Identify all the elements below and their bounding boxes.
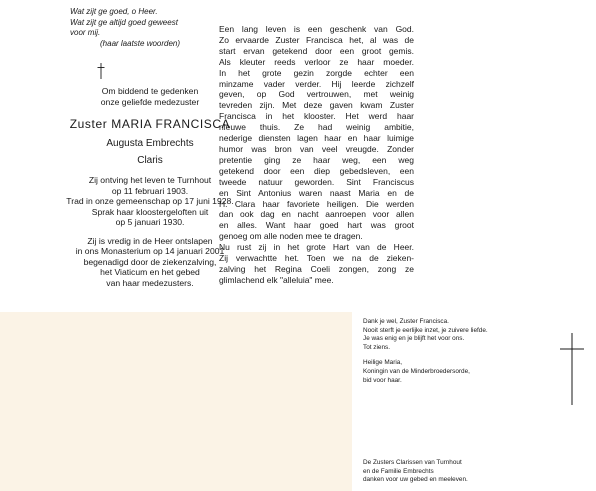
meditation-line: humor was bron van veel vreugde. Zonder	[219, 143, 414, 154]
meditation-line: H. Clara haar favoriete heiligen. Die werden	[219, 198, 414, 209]
death-line: het Viaticum en het gebed	[100, 267, 200, 277]
death-line: van haar medezusters.	[106, 277, 194, 288]
prayer-line: Tot ziens.	[363, 343, 390, 351]
meditation-line: Als kleuter reeds verloor ze haar moeder.	[219, 56, 414, 67]
meditation-line: nederige diensten lagen haar en haar luimige	[219, 133, 414, 144]
religious-order: Claris	[137, 155, 163, 166]
quote-author: (haar laatste woorden)	[100, 38, 181, 48]
death-line: begenadigd door de ziekenzalving,	[83, 256, 217, 267]
meditation-line: pretentie ging ze haar weg, een weg	[219, 154, 414, 165]
meditation-line: Zij verwachtte het. Toen we na de zieken-	[219, 253, 414, 264]
meditation-line: genoeg om alle noden mee te dragen.	[219, 231, 363, 242]
meditation-line: zalving het Regina Coeli zongen, zong ze	[219, 263, 414, 274]
death-line: in ons Monasterium op 14 januari 2001	[75, 246, 225, 256]
cross-icon	[96, 63, 106, 79]
deceased-name: Zuster MARIA FRANCISCA	[69, 117, 231, 131]
prayer-line: bid voor haar.	[363, 376, 402, 384]
meditation-line: geven, op God vertrouwen, met weinig	[219, 89, 414, 100]
prayer-line: Je was enig en je blijft het voor ons.	[363, 335, 465, 343]
prayer-line: Dank je wel, Zuster Francisca.	[363, 318, 449, 325]
meditation-line: getekend door een diep gebedsleven, een	[219, 165, 414, 176]
meditation-line: tweede natuur geworden. Sint Franciscus	[219, 176, 414, 187]
birth-name: Augusta Embrechts	[106, 138, 194, 149]
closing-line: danken voor uw gebed en meeleven.	[363, 476, 468, 484]
intro-line: onze geliefde medezuster	[100, 96, 200, 107]
meditation-line: Een lang leven is een geschenk van God.	[219, 24, 414, 34]
meditation-line: dan ook dag en nacht aanroepen voor allen	[219, 209, 414, 220]
quote-line: Wat zijt ge altijd goed geweest	[70, 17, 178, 27]
quote-line: Wat zijt ge goed, o Heer.	[70, 7, 158, 16]
meditation-line: glimlachend elk "alleluia" mee.	[219, 274, 334, 285]
meditation-line: minzame vader verder. Hij leerde zichzelf	[219, 78, 414, 89]
meditation-line: en alles. Want haar goed hart was groot	[219, 220, 414, 231]
death-line: Zij is vredig in de Heer ontslapen	[87, 235, 213, 246]
meditation-line: Nu rust zij in het grote Hart van de Heer.	[219, 242, 414, 253]
prayer-line: Nooit sterft je eerlijke inzet, je zuivere liefde.	[363, 326, 488, 334]
prayer-line: Heilige Maria,	[363, 359, 403, 367]
meditation-line: nieuwe thuis. Ze had weinig ambitie,	[219, 122, 414, 133]
cross-icon	[560, 333, 584, 405]
back-prayers	[363, 318, 543, 385]
biography-line: Trad in onze gemeenschap op 17 juni 1928.	[66, 196, 234, 206]
intro-line: Om biddend te gedenken	[101, 86, 199, 96]
closing-thanks	[363, 459, 563, 485]
meditation-line: In het grote gezin zorgde echter een	[219, 67, 414, 78]
meditation-line: Zo ervaarde Zuster Francisca het, al was de	[219, 34, 414, 45]
prayer-line: Koningin van de Minderbroedersorde,	[363, 367, 470, 375]
biography-line: Sprak haar kloostergeloften uit	[91, 206, 209, 217]
biography-line: Zij ontving het leven te Turnhout	[88, 175, 212, 185]
opening-quote	[70, 7, 240, 49]
meditation-line: start ervan getekend door een groot gemis.	[219, 45, 414, 56]
meditation-line: en Sint Antonius waren naast Maria en de	[219, 187, 414, 198]
meditation-line: tevreden zijn. Met deze gaven kwam Zuster	[219, 100, 414, 111]
meditation-line: Francisca in het klooster. Het werd haar	[219, 111, 414, 122]
quote-line: voor mij.	[70, 28, 101, 37]
closing-line: en de Familie Embrechts	[363, 467, 434, 475]
biography-line: op 11 februari 1903.	[111, 185, 189, 196]
biography-line: op 5 januari 1930.	[115, 217, 185, 227]
closing-line: De Zusters Clarissen van Turnhout	[363, 459, 462, 466]
meditation-text	[219, 24, 414, 286]
